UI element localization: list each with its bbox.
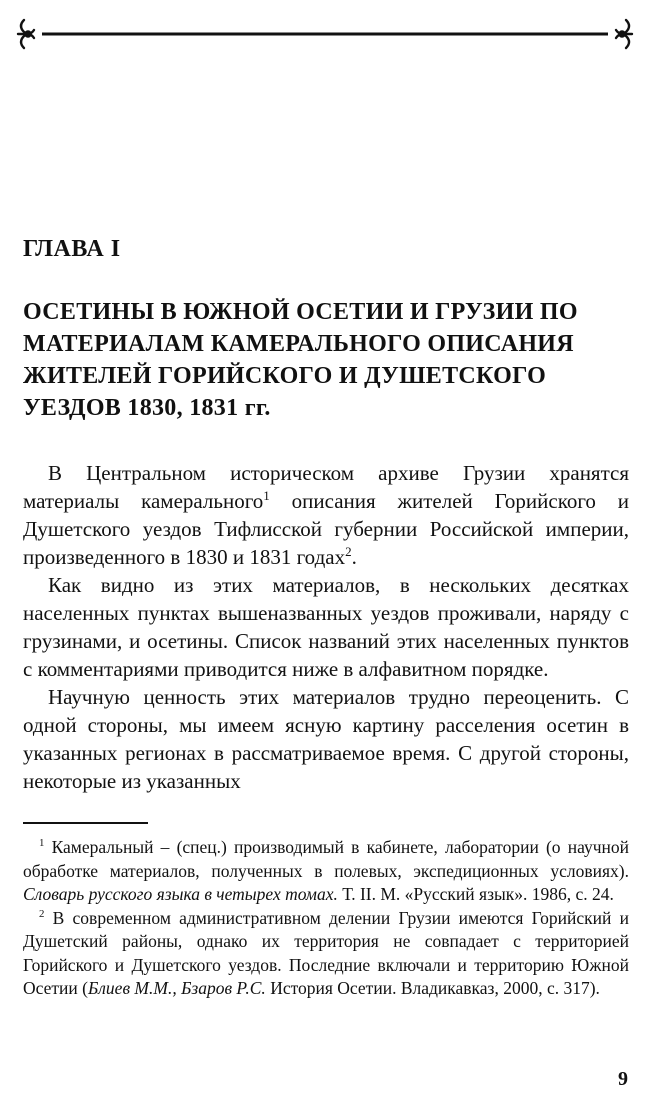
footnote-2-text: В современном административном делении Грузии имеются Горийский и Душетский районы, однако их территория не совпадает с территорией Горийского и Душетского уездов. Последние включали и территорию Южной Осетии ( bbox=[23, 907, 629, 998]
paragraph-3: Научную ценность этих материалов трудно переоценить. С одной стороны, мы имеем ясную картину расселения осетин в указанных регионах в рассматриваемое время. С другой стороны, некоторые из указанных bbox=[23, 685, 629, 793]
header-ornament bbox=[14, 12, 636, 56]
footnote-2-tail: История Осетии. Владикавказ, 2000, с. 317). bbox=[265, 978, 600, 998]
paragraph-1 bbox=[23, 459, 629, 571]
footnote-2-mark: 2 bbox=[39, 907, 45, 920]
chapter-title: ОСЕТИНЫ В ЮЖНОЙ ОСЕТИИ И ГРУЗИИ ПО МАТЕРИАЛАМ КАМЕРАЛЬНОГО ОПИСАНИЯ ЖИТЕЛЕЙ ГОРИЙСКОГО И ДУШЕТСКОГО УЕЗДОВ 1830, 1831 гг. bbox=[23, 299, 578, 421]
footnotes bbox=[23, 836, 629, 1001]
footnote-1-tail: Т. II. М. «Русский язык». 1986, с. 24. bbox=[337, 884, 614, 904]
paragraph-1-text-a: В Центральном историческом архиве Грузии хранятся материалы камерального bbox=[23, 461, 629, 513]
footnote-ref-1: 1 bbox=[263, 488, 270, 503]
body-text bbox=[23, 459, 629, 795]
footnote-2 bbox=[23, 907, 629, 1001]
footnote-divider bbox=[23, 822, 148, 824]
footnote-1 bbox=[23, 836, 629, 907]
footnote-1-italic: Словарь русского языка в четырех томах. bbox=[23, 884, 338, 904]
paragraph-2: Как видно из этих материалов, в нескольких десятках населенных пунктах вышеназванных уездов проживали, наряду с грузинами, и осетины. Список названий этих населенных пунктов с комментариями приводится ниже в алфавитном порядке. bbox=[23, 573, 629, 681]
footnote-1-text: Камеральный – (спец.) производимый в кабинете, лаборатории (о научной обработке материалов, полученных в полевых, экспедиционных условиях). bbox=[23, 837, 629, 881]
paragraph-1-text-c: . bbox=[351, 545, 357, 569]
footnote-1-mark: 1 bbox=[39, 837, 45, 850]
chapter-label: ГЛАВА I bbox=[23, 236, 121, 262]
footnote-2-italic: Блиев М.М., Бзаров Р.С. bbox=[87, 978, 266, 998]
paragraph-1-text-b: описания жителей Горийского и Душетского уездов Тифлисской губернии Российской империи, произведенного в 1830 и 1831 годах bbox=[23, 489, 629, 569]
footnote-ref-2: 2 bbox=[345, 544, 352, 559]
page-number: 9 bbox=[618, 1068, 628, 1090]
